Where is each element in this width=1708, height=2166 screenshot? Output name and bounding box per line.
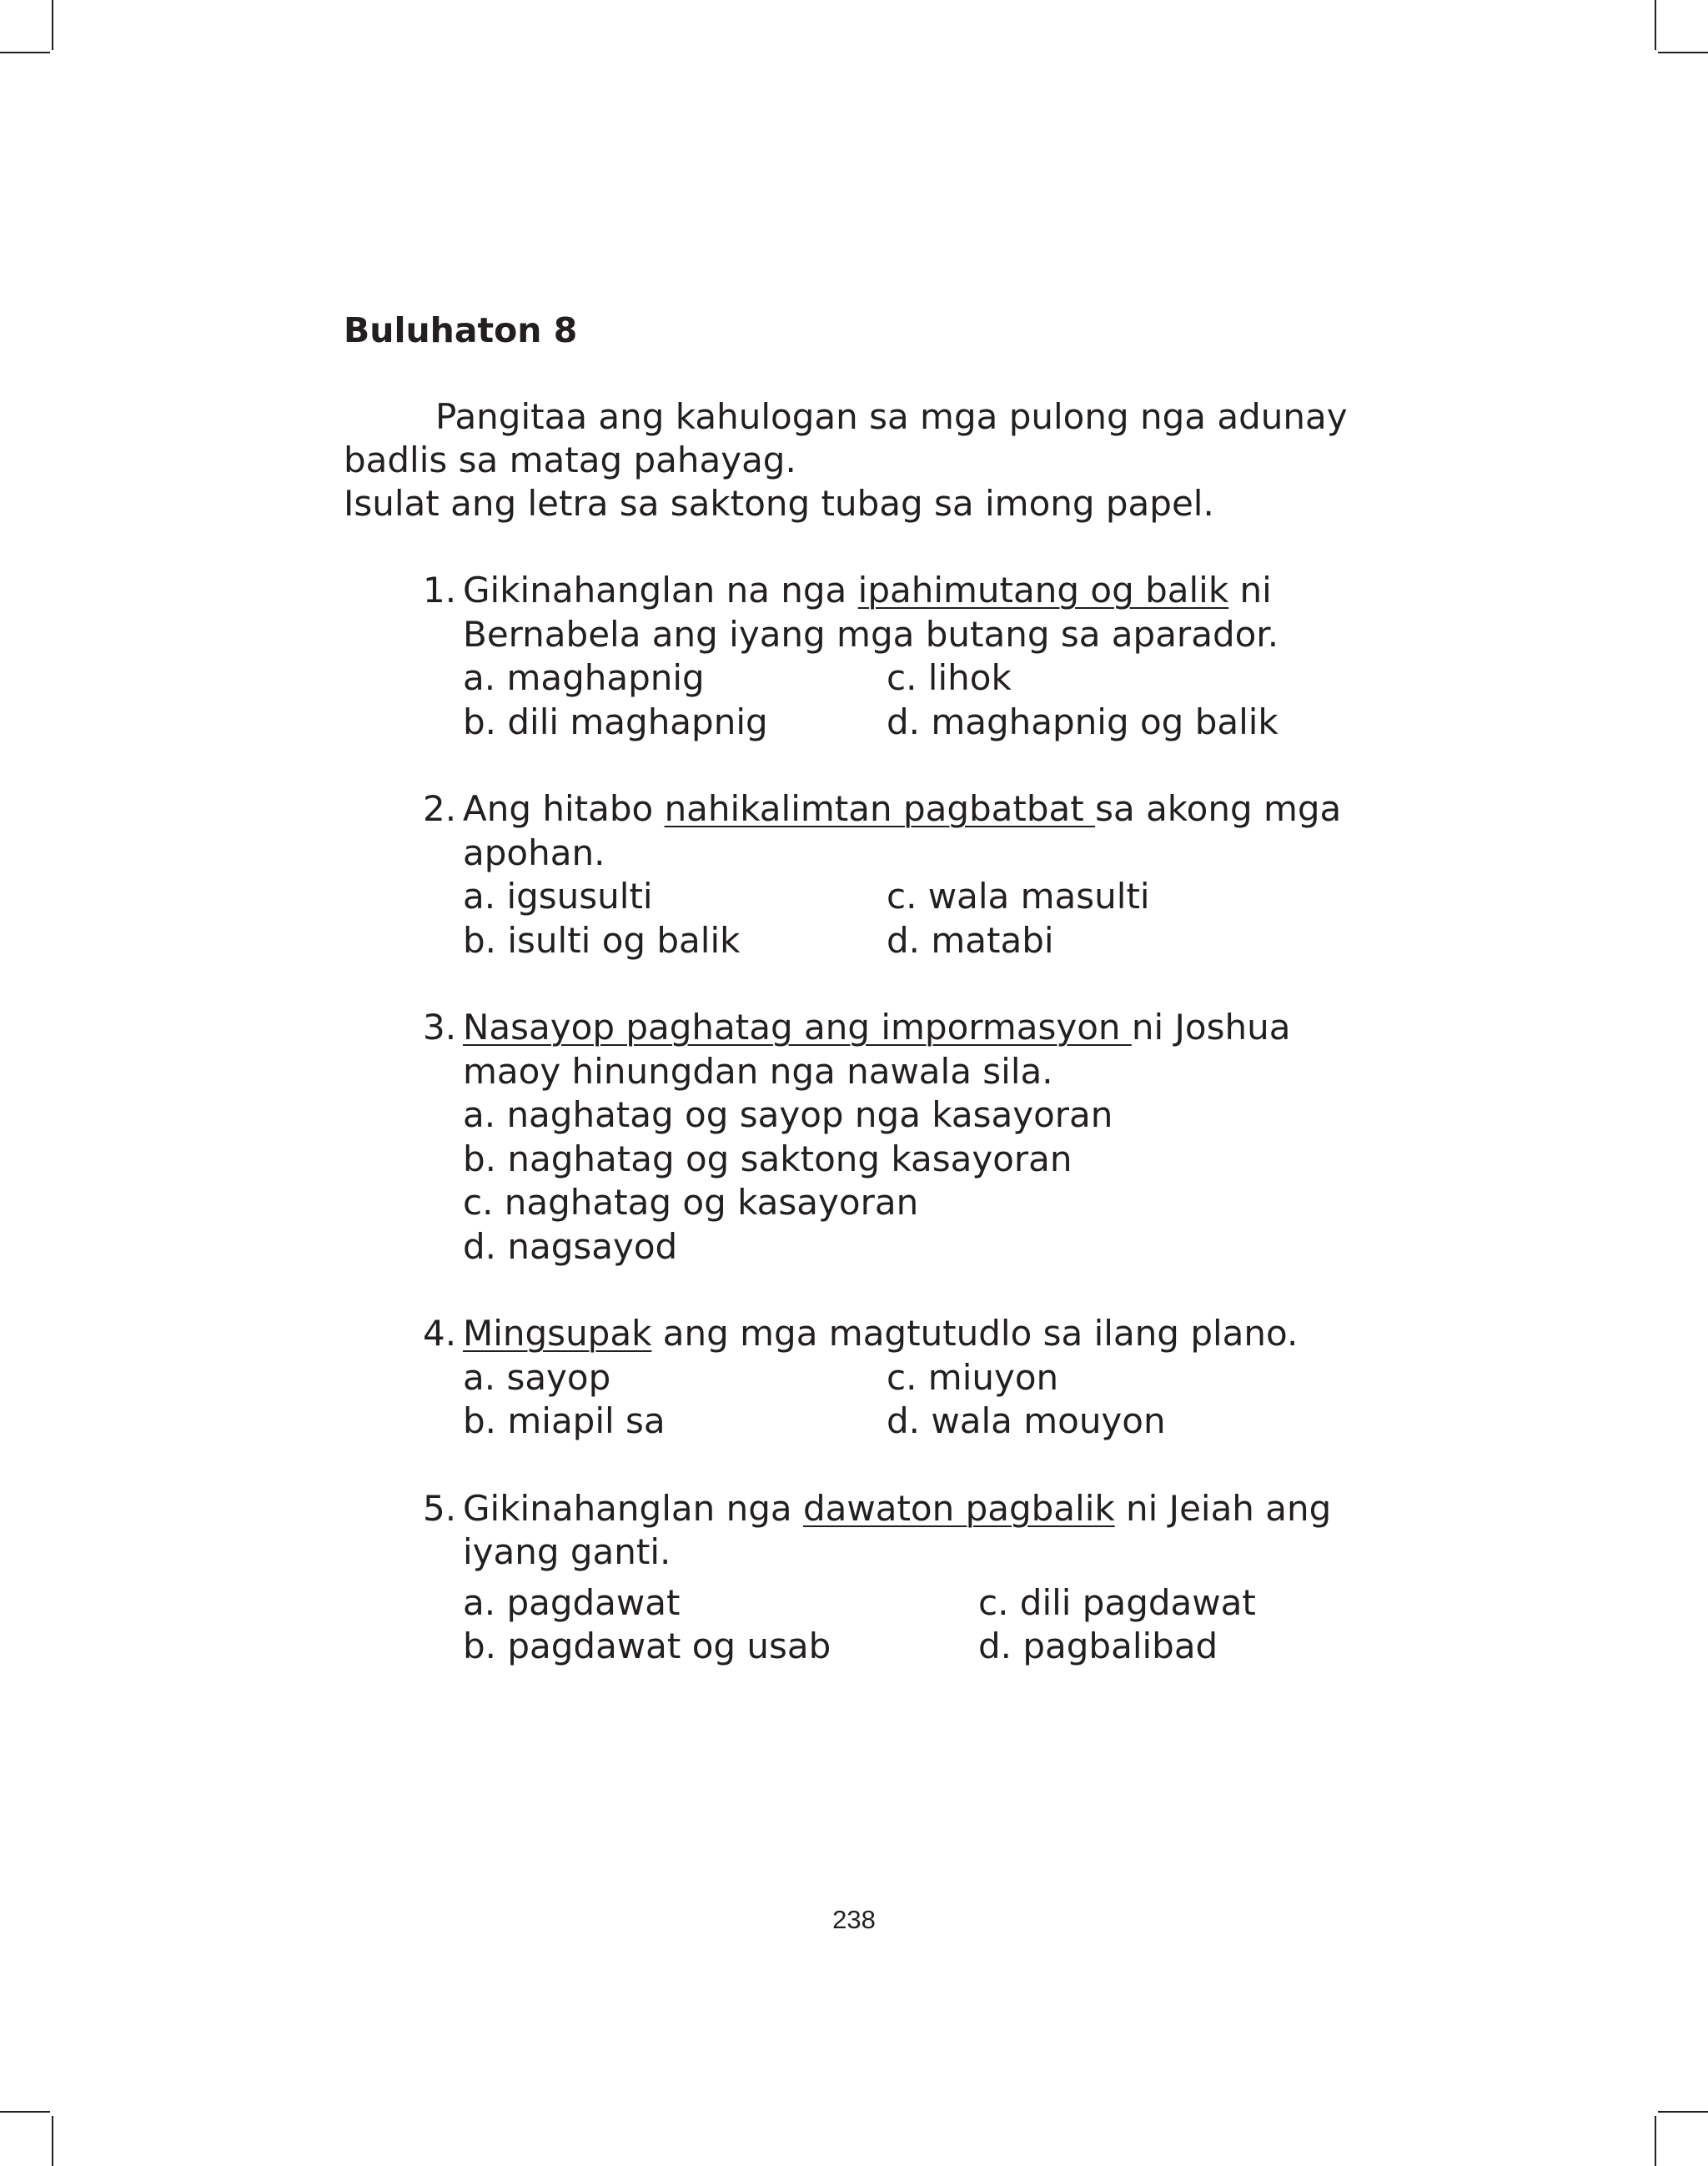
underlined-phrase: dawaton pagbalik bbox=[802, 1487, 1115, 1529]
choice-b: b. miapil sa bbox=[463, 1400, 666, 1441]
answer-choices bbox=[463, 1581, 1428, 1669]
choice-b: b. naghatag og saktong kasayoran bbox=[463, 1138, 1073, 1179]
crop-mark-bottom-left-h bbox=[0, 2111, 50, 2113]
page-number: 238 bbox=[832, 1905, 876, 1934]
choice-d: d. matabi bbox=[887, 919, 1054, 961]
choice-c: c. lihok bbox=[887, 657, 1012, 698]
worksheet bbox=[344, 309, 1428, 1712]
choice-d: d. nagsayod bbox=[463, 1225, 678, 1267]
question-stem: Ang hitabo nahikalimtan pagbatbat sa akong mga bbox=[463, 788, 1342, 829]
question-number: 1. bbox=[423, 570, 457, 611]
question-list bbox=[344, 569, 1428, 1669]
question-3 bbox=[423, 1006, 1428, 1269]
choice-a: a. igsusulti bbox=[463, 876, 653, 917]
question-5 bbox=[423, 1487, 1428, 1669]
underlined-phrase: nahikalimtan pagbatbat bbox=[664, 788, 1096, 829]
question-stem: Mingsupak ang mga magtutudlo sa ilang plano. bbox=[463, 1313, 1299, 1354]
crop-mark-bottom-right-h bbox=[1658, 2111, 1708, 2113]
answer-choices bbox=[463, 1093, 1428, 1269]
instructions-line-1: Pangitaa ang kahulogan sa mga pulong nga adunay bbox=[435, 396, 1348, 437]
choice-c: c. dili pagdawat bbox=[978, 1581, 1256, 1623]
crop-mark-top-left-v bbox=[52, 0, 53, 50]
question-number: 5. bbox=[423, 1487, 457, 1529]
choice-c: c. miuyon bbox=[887, 1356, 1059, 1398]
choice-d: d. maghapnig og balik bbox=[887, 701, 1278, 742]
crop-mark-top-right-v bbox=[1655, 0, 1656, 50]
question-stem-continued: iyang ganti. bbox=[463, 1531, 671, 1572]
choice-b: b. pagdawat og usab bbox=[463, 1626, 831, 1666]
crop-mark-bottom-right-v bbox=[1655, 2116, 1656, 2166]
underlined-phrase: Mingsupak bbox=[463, 1313, 652, 1354]
question-number: 2. bbox=[423, 788, 457, 829]
question-2 bbox=[423, 787, 1428, 962]
instructions bbox=[344, 395, 1428, 525]
question-1 bbox=[423, 569, 1428, 744]
answer-choices bbox=[463, 1356, 1428, 1444]
question-number: 4. bbox=[423, 1313, 457, 1354]
crop-mark-top-right-h bbox=[1658, 52, 1708, 53]
choice-a: a. maghapnig bbox=[463, 657, 705, 698]
question-4 bbox=[423, 1312, 1428, 1444]
underlined-phrase: ipahimutang og balik bbox=[857, 570, 1229, 611]
choice-d: d. wala mouyon bbox=[887, 1400, 1166, 1441]
worksheet-title: Buluhaton 8 bbox=[344, 310, 578, 350]
choice-d: d. pagbalibad bbox=[978, 1626, 1218, 1666]
question-stem: Gikinahanglan na nga ipahimutang og balik ni bbox=[463, 570, 1272, 611]
choice-c: c. naghatag og kasayoran bbox=[463, 1182, 919, 1223]
question-stem-continued: apohan. bbox=[463, 832, 605, 873]
question-stem-continued: maoy hinungdan nga nawala sila. bbox=[463, 1050, 1053, 1092]
instructions-line-2: badlis sa matag pahayag. bbox=[344, 440, 796, 480]
crop-mark-top-left-h bbox=[0, 52, 50, 53]
question-stem-continued: Bernabela ang iyang mga butang sa aparador. bbox=[463, 613, 1279, 655]
crop-mark-bottom-left-v bbox=[52, 2116, 53, 2166]
question-number: 3. bbox=[423, 1007, 457, 1048]
choice-b: b. isulti og balik bbox=[463, 919, 741, 961]
question-stem: Nasayop paghatag ang impormasyon ni Joshua bbox=[463, 1007, 1291, 1048]
underlined-phrase: Nasayop paghatag ang impormasyon bbox=[463, 1007, 1132, 1048]
instructions-line-3: Isulat ang letra sa saktong tubag sa imong papel. bbox=[344, 483, 1214, 524]
answer-choices bbox=[463, 656, 1428, 744]
choice-b: b. dili maghapnig bbox=[463, 701, 768, 742]
question-stem: Gikinahanglan nga dawaton pagbalik ni Jeiah ang bbox=[463, 1487, 1332, 1529]
answer-choices bbox=[463, 875, 1428, 962]
choice-c: c. wala masulti bbox=[887, 876, 1150, 917]
choice-a: a. naghatag og sayop nga kasayoran bbox=[463, 1094, 1113, 1135]
choice-a: a. sayop bbox=[463, 1356, 611, 1398]
choice-a: a. pagdawat bbox=[463, 1581, 681, 1623]
